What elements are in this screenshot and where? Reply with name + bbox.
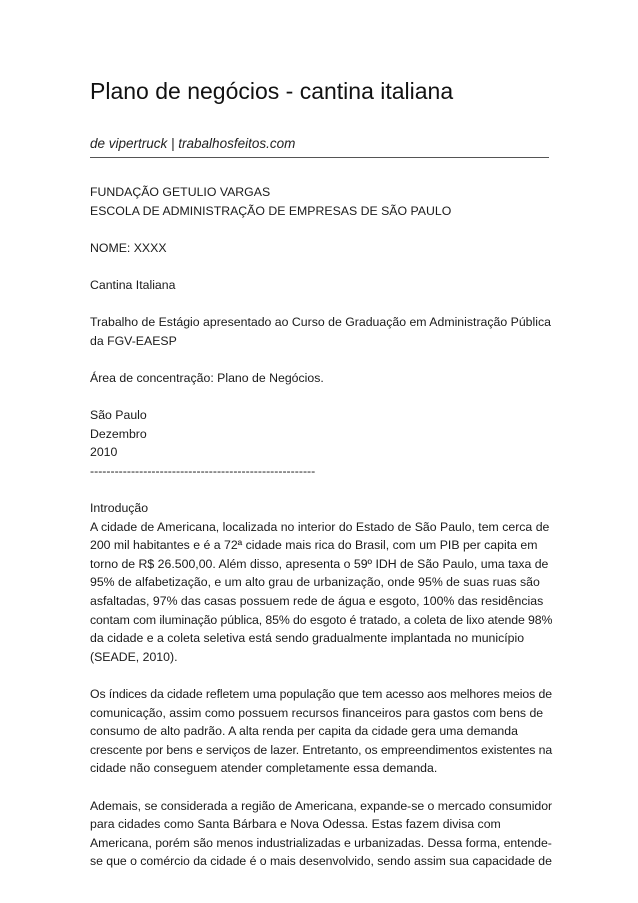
- text-line: 2010: [90, 445, 118, 460]
- paragraph-gap: [90, 257, 552, 276]
- text-line: Cantina Italiana: [90, 277, 176, 292]
- text-line: São Paulo: [90, 408, 147, 423]
- text-line: 200 mil habitantes e é a 72ª cidade mais rica do Brasil, com um PIB per capita em: [90, 538, 538, 553]
- text-line: (SEADE, 2010).: [90, 649, 178, 664]
- paragraph-gap: [90, 350, 552, 369]
- text-line: consumo de alto padrão. A alta renda per capita da cidade gera uma demanda: [90, 724, 518, 739]
- text-line: crescente por bens e serviços de lazer. Entretanto, os empreendimentos existentes na: [90, 742, 553, 757]
- paragraph-gap: [90, 666, 552, 685]
- paragraph-gap: [90, 295, 552, 314]
- text-line: Introdução: [90, 501, 149, 516]
- text-line: cidade não conseguem atender completamente essa demanda.: [90, 761, 438, 776]
- text-line: comunicação, assim como possuem recursos financeiros para gastos com bens de: [90, 705, 544, 720]
- document-body: [90, 183, 552, 871]
- text-line: FUNDAÇÃO GETULIO VARGAS: [90, 185, 271, 199]
- text-line: Os índices da cidade refletem uma população que tem acesso aos melhores meios de: [90, 687, 552, 702]
- text-line: da FGV-EAESP: [90, 333, 177, 348]
- text-line: NOME: XXXX: [90, 240, 167, 255]
- text-line: Dezembro: [90, 426, 147, 441]
- paragraph-gap: [90, 220, 552, 239]
- paragraph-gap: [90, 481, 552, 500]
- document-title: Plano de negócios - cantina italiana: [90, 78, 454, 104]
- title-divider: [90, 157, 549, 158]
- text-line: torno de R$ 26.500,00. Além disso, apresenta o 59º IDH de São Paulo, uma taxa de: [90, 556, 549, 571]
- text-line: Ademais, se considerada a região de Americana, expande-se o mercado consumidor: [90, 798, 553, 813]
- document-byline: de vipertruck | trabalhosfeitos.com: [90, 136, 296, 151]
- text-line: ESCOLA DE ADMINISTRAÇÃO DE EMPRESAS DE SÃO PAULO: [90, 203, 452, 218]
- text-line: 95% de alfabetização, e um alto grau de urbanização, onde 95% de suas ruas são: [90, 575, 540, 590]
- text-line: Área de concentração: Plano de Negócios.: [90, 370, 324, 385]
- text-line: para cidades como Santa Bárbara e Nova Odessa. Estas fazem divisa com: [90, 817, 501, 832]
- paragraph-gap: [90, 388, 552, 407]
- text-line: Trabalho de Estágio apresentado ao Curso de Graduação em Administração Pública: [90, 315, 551, 330]
- paragraph-gap: [90, 778, 552, 797]
- text-line: Americana, porém são menos industrializadas e urbanizadas. Dessa forma, entende-: [90, 835, 552, 850]
- text-line: se que o comércio da cidade é o mais desenvolvido, sendo assim sua capacidade de: [90, 854, 552, 869]
- text-line: da cidade e a coleta seletiva está sendo gradualmente implantada no município: [90, 631, 525, 646]
- text-line: -------------------------------------------------------: [90, 463, 316, 478]
- text-line: asfaltadas, 97% das casas possuem rede de água e esgoto, 100% das residências: [90, 594, 544, 609]
- text-line: contam com iluminação pública, 85% do esgoto é tratado, a coleta de lixo atende 98%: [90, 612, 553, 627]
- text-line: A cidade de Americana, localizada no interior do Estado de São Paulo, tem cerca de: [90, 519, 550, 534]
